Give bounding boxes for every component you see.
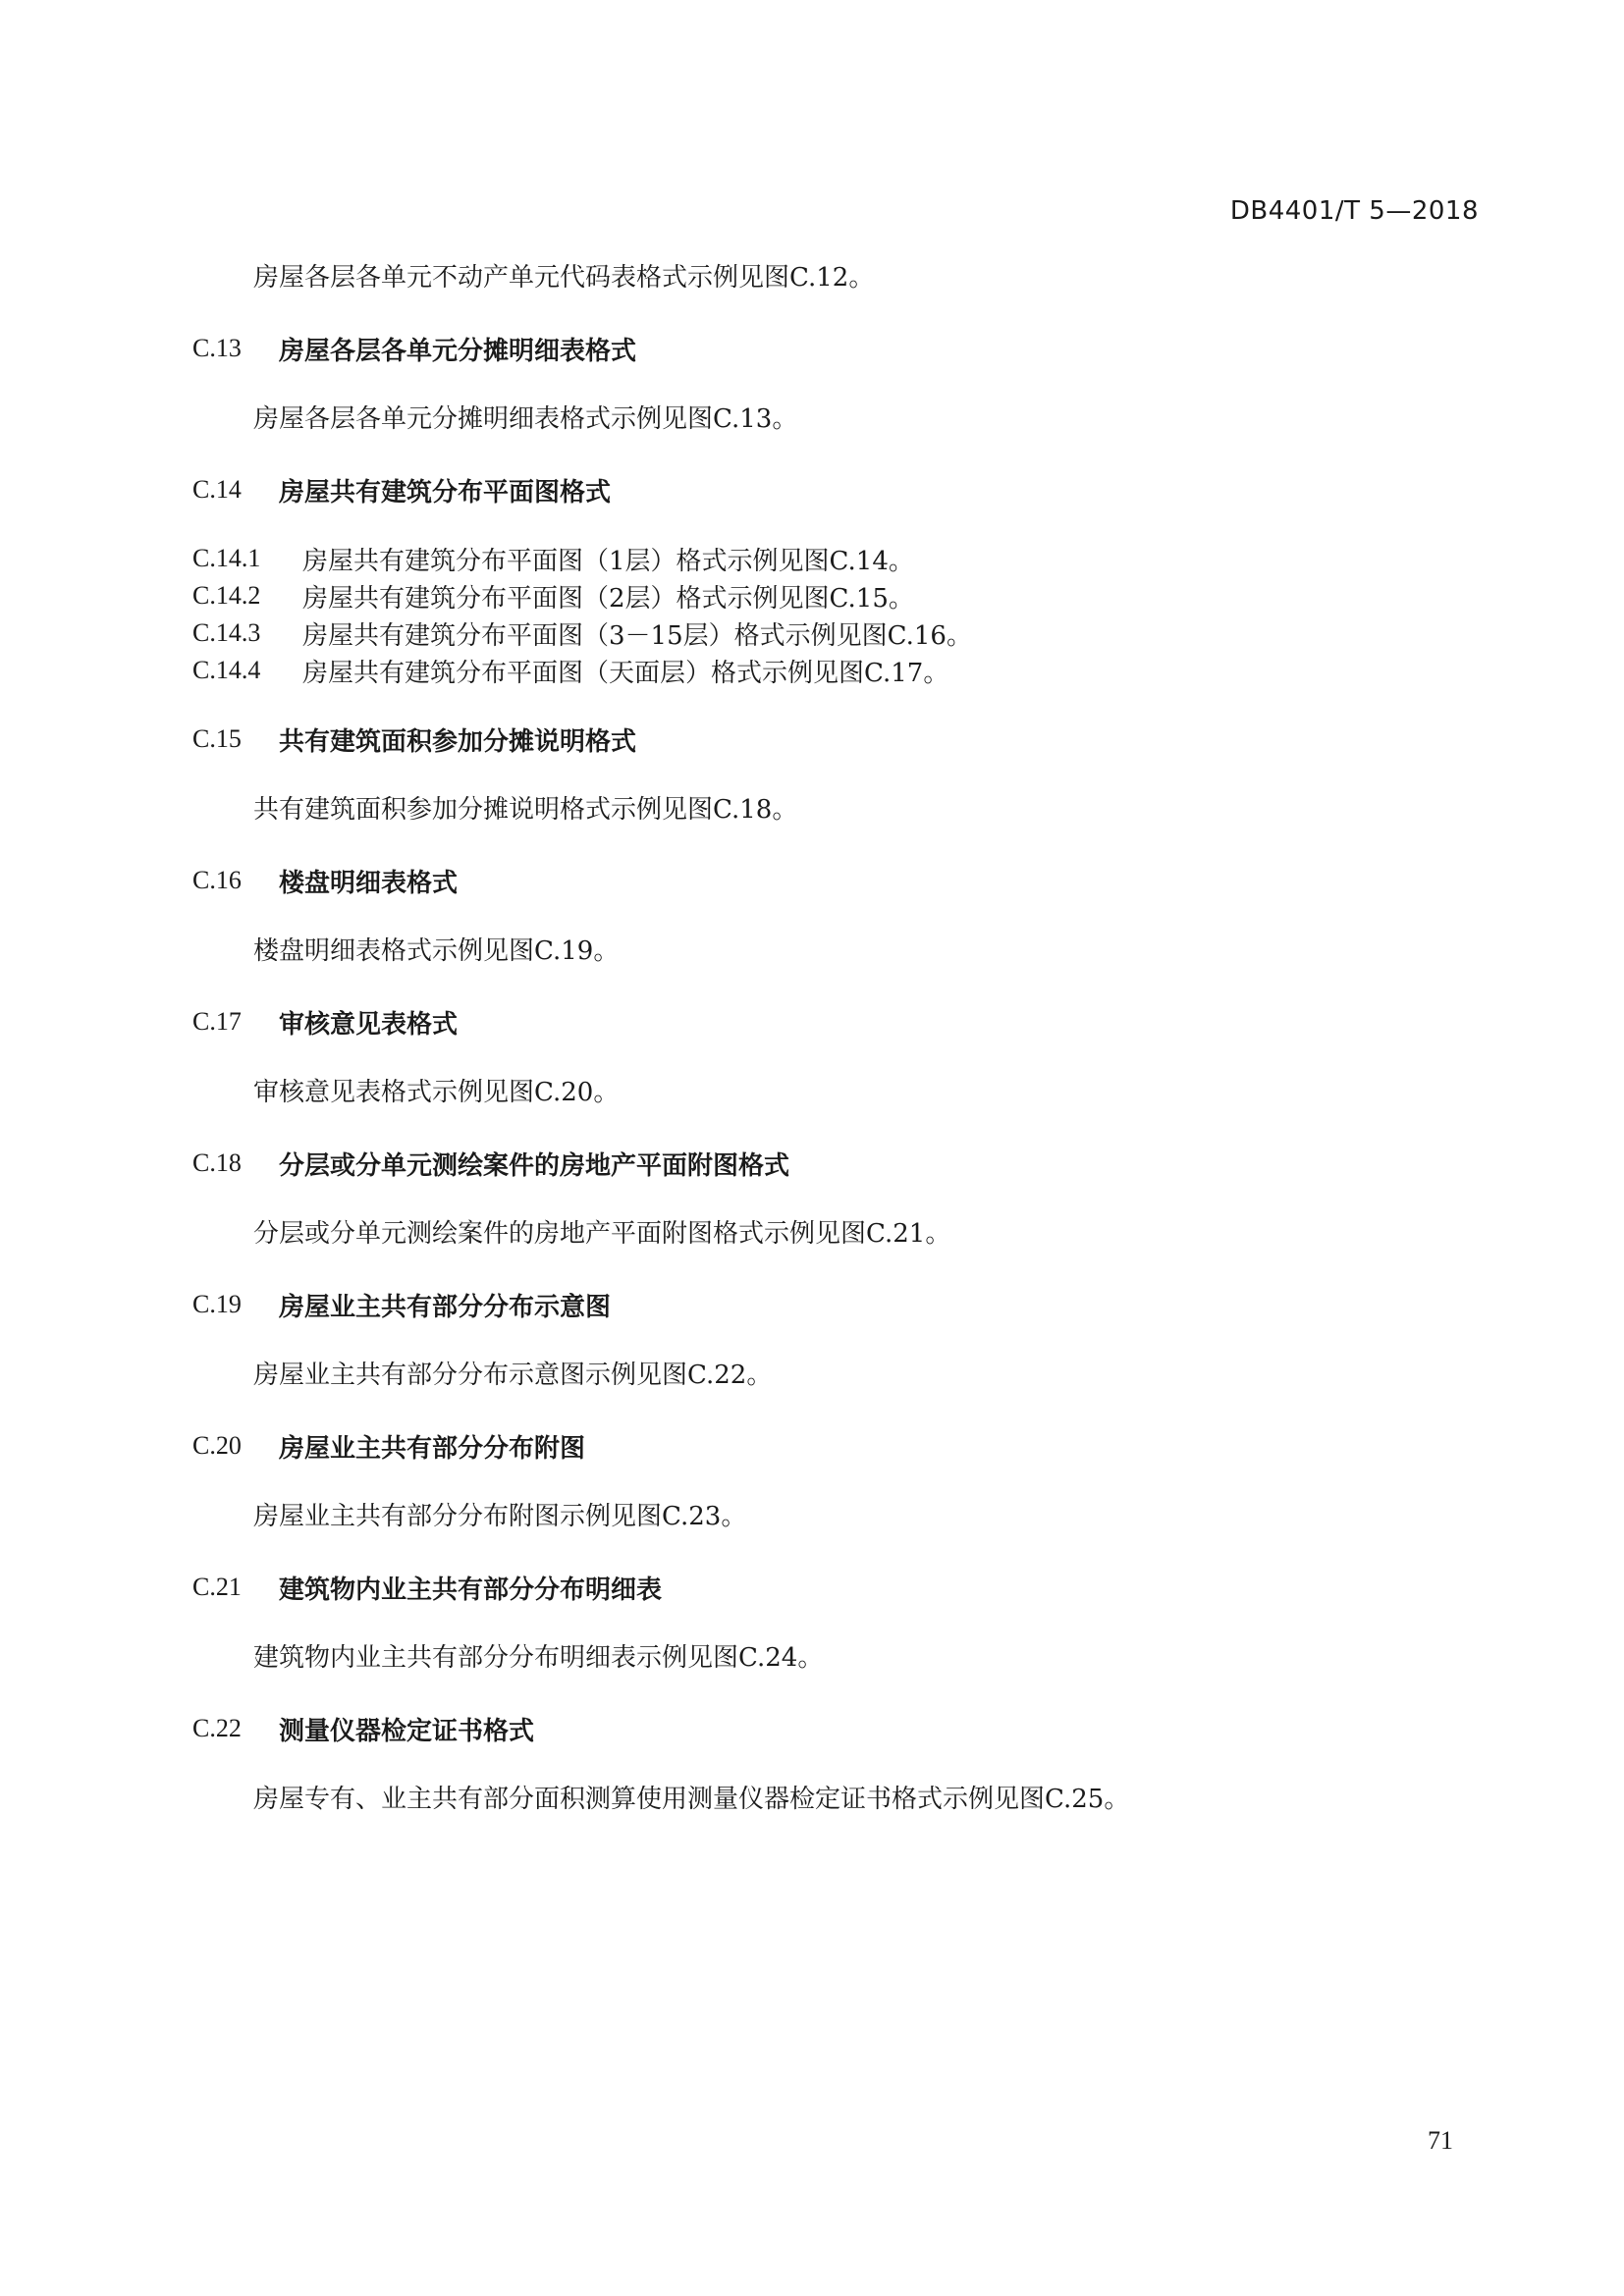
section-title: 审核意见表格式 — [279, 1009, 459, 1040]
section-paragraph: 分层或分单元测绘案件的房地产平面附图格式示例见图C.21。 — [253, 1219, 951, 1249]
subsection-number: C.14.3 — [192, 618, 261, 647]
section-heading-c22 — [192, 1708, 1469, 1749]
section-number: C.16 — [192, 866, 242, 894]
section-title: 楼盘明细表格式 — [279, 868, 459, 898]
section-number: C.14 — [192, 475, 242, 504]
section-heading-c15 — [192, 719, 1469, 760]
section-heading-c19 — [192, 1284, 1469, 1325]
section-title: 房屋业主共有部分分布附图 — [279, 1433, 586, 1464]
section-number: C.17 — [192, 1007, 242, 1036]
section-paragraph: 房屋各层各单元分摊明细表格式示例见图C.13。 — [253, 404, 798, 434]
subsection-text: 房屋共有建筑分布平面图（2层）格式示例见图C.15。 — [302, 583, 914, 614]
subsection-text: 房屋共有建筑分布平面图（3－15层）格式示例见图C.16。 — [302, 620, 972, 651]
section-heading-c13 — [192, 328, 1469, 369]
section-number: C.19 — [192, 1290, 242, 1318]
section-paragraph: 房屋专有、业主共有部分面积测算使用测量仪器检定证书格式示例见图C.25。 — [253, 1785, 1130, 1814]
section-paragraph: 共有建筑面积参加分摊说明格式示例见图C.18。 — [253, 795, 798, 825]
section-title: 房屋业主共有部分分布示意图 — [279, 1292, 612, 1322]
section-number: C.15 — [192, 724, 242, 753]
subsection-text: 房屋共有建筑分布平面图（1层）格式示例见图C.14。 — [302, 546, 914, 576]
section-title: 测量仪器检定证书格式 — [279, 1716, 535, 1746]
subsection-text: 房屋共有建筑分布平面图（天面层）格式示例见图C.17。 — [302, 658, 949, 688]
section-paragraph: 建筑物内业主共有部分分布明细表示例见图C.24。 — [253, 1643, 824, 1673]
subsection-number: C.14.2 — [192, 581, 261, 610]
section-number: C.18 — [192, 1148, 242, 1177]
section-number: C.20 — [192, 1431, 242, 1460]
section-heading-c21 — [192, 1567, 1469, 1608]
section-paragraph: 房屋业主共有部分分布示意图示例见图C.22。 — [253, 1361, 773, 1390]
section-heading-c14 — [192, 469, 1469, 510]
section-title: 建筑物内业主共有部分分布明细表 — [279, 1575, 663, 1605]
document-code: DB4401/T 5—2018 — [1229, 196, 1479, 226]
subsection-item — [192, 540, 1469, 577]
section-heading-c20 — [192, 1425, 1469, 1467]
section-heading-c18 — [192, 1143, 1469, 1184]
page-content — [192, 257, 1469, 1820]
section-title: 房屋共有建筑分布平面图格式 — [279, 477, 612, 507]
subsection-number: C.14.1 — [192, 544, 261, 572]
section-heading-c16 — [192, 860, 1469, 901]
subsection-item — [192, 614, 1469, 652]
section-number: C.21 — [192, 1573, 242, 1601]
section-title: 共有建筑面积参加分摊说明格式 — [279, 726, 637, 757]
section-heading-c17 — [192, 1001, 1469, 1042]
section-number: C.22 — [192, 1714, 242, 1742]
section-paragraph: 楼盘明细表格式示例见图C.19。 — [253, 936, 620, 966]
section-title: 房屋各层各单元分摊明细表格式 — [279, 336, 637, 366]
section-paragraph: 审核意见表格式示例见图C.20。 — [253, 1078, 620, 1107]
intro-paragraph: 房屋各层各单元不动产单元代码表格式示例见图C.12。 — [253, 263, 875, 293]
subsection-item — [192, 577, 1469, 614]
page-number: 71 — [1428, 2126, 1453, 2155]
section-paragraph: 房屋业主共有部分分布附图示例见图C.23。 — [253, 1502, 747, 1531]
section-number: C.13 — [192, 334, 242, 362]
subsection-number: C.14.4 — [192, 656, 261, 684]
section-title: 分层或分单元测绘案件的房地产平面附图格式 — [279, 1150, 790, 1181]
subsection-list — [192, 540, 1469, 689]
subsection-item — [192, 652, 1469, 689]
